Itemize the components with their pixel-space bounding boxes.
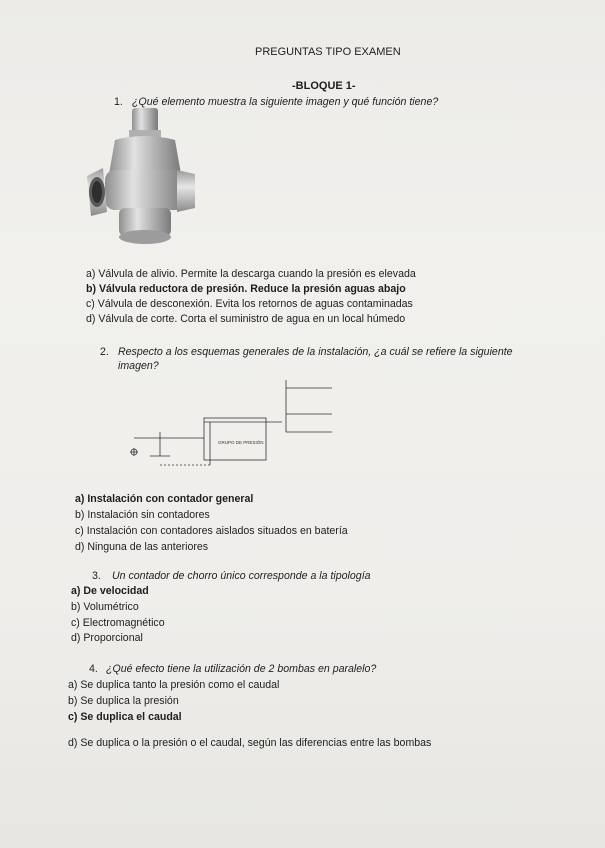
question-2-option-c: c) Instalación con contadores aislados situados en batería <box>75 525 348 537</box>
pressure-reducing-valve-image <box>85 104 200 249</box>
question-4-option-b: b) Se duplica la presión <box>68 695 179 707</box>
question-1-option-a: a) Válvula de alivio. Permite la descarga cuando la presión es elevada <box>86 268 416 280</box>
question-2-text-line-2: imagen? <box>118 360 159 372</box>
question-2-option-a: a) Instalación con contador general <box>75 493 254 505</box>
question-4-option-c: c) Se duplica el caudal <box>68 711 182 723</box>
question-1-number: 1. <box>114 96 123 108</box>
question-2-option-b: b) Instalación sin contadores <box>75 509 210 521</box>
page-title: PREGUNTAS TIPO EXAMEN <box>255 46 401 58</box>
question-3-option-c: c) Electromagnético <box>71 617 165 629</box>
question-1-option-c: c) Válvula de desconexión. Evita los retornos de aguas contaminadas <box>86 298 413 310</box>
question-2-number: 2. <box>100 346 109 358</box>
question-4-text: ¿Qué efecto tiene la utilización de 2 bombas en paralelo? <box>106 663 377 675</box>
question-1-text: ¿Qué elemento muestra la siguiente imagen y qué función tiene? <box>132 96 439 108</box>
installation-scheme-diagram <box>110 372 340 472</box>
question-3-text: Un contador de chorro único corresponde a la tipología <box>112 570 371 582</box>
question-1-option-d: d) Válvula de corte. Corta el suministro de agua en un local húmedo <box>86 313 406 325</box>
question-4-option-a: a) Se duplica tanto la presión como el caudal <box>68 679 280 691</box>
diagram-label: GRUPO DE PRESIÓN <box>218 440 264 445</box>
question-2-text-line-1: Respecto a los esquemas generales de la instalación, ¿a cuál se refiere la siguiente <box>118 346 513 358</box>
block-heading: -BLOQUE 1- <box>292 80 356 92</box>
question-3-option-d: d) Proporcional <box>71 632 143 644</box>
question-2-option-d: d) Ninguna de las anteriores <box>75 541 209 553</box>
question-4-option-d: d) Se duplica o la presión o el caudal, según las diferencias entre las bombas <box>68 737 432 749</box>
question-3-option-b: b) Volumétrico <box>71 601 139 613</box>
question-3-option-a: a) De velocidad <box>71 585 149 597</box>
question-3-number: 3. <box>92 570 101 582</box>
question-4-number: 4. <box>89 663 98 675</box>
question-1-option-b: b) Válvula reductora de presión. Reduce la presión aguas abajo <box>86 283 406 295</box>
